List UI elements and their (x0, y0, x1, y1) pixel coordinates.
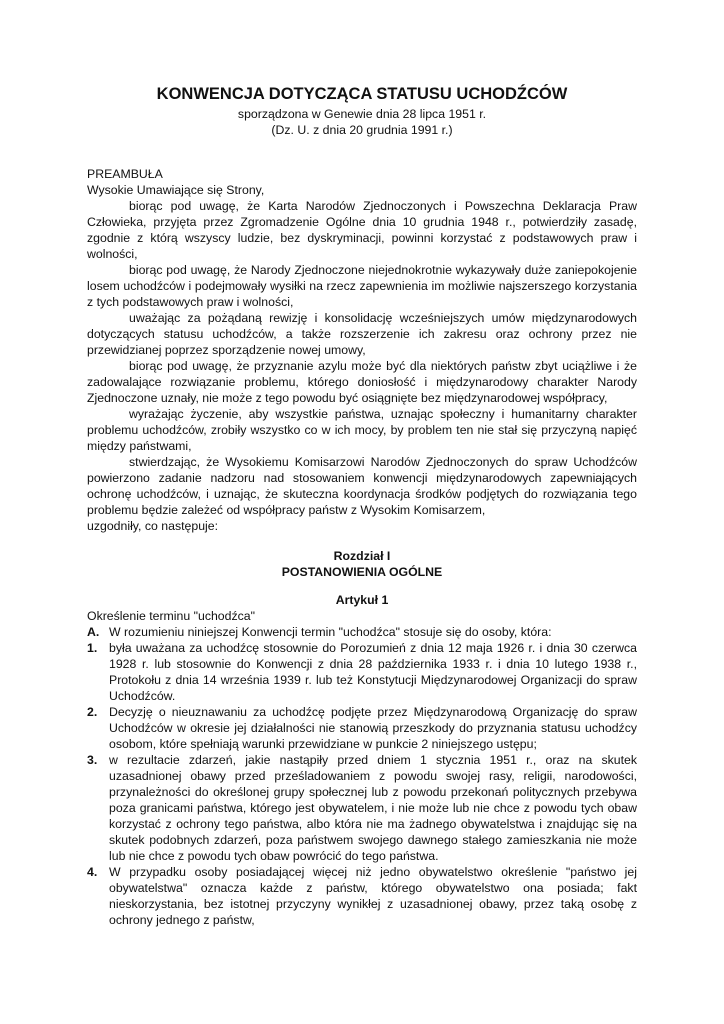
document-title: KONWENCJA DOTYCZĄCA STATUSU UCHODŹCÓW (156, 85, 568, 103)
list-item-marker: 3. (87, 753, 98, 767)
list-item-marker: 4. (87, 865, 98, 879)
spacer (87, 138, 637, 166)
list-item (87, 624, 637, 640)
list-item (87, 752, 637, 864)
document-subtitle-journal: (Dz. U. z dnia 20 grudnia 1991 r.) (271, 123, 453, 137)
preamble-paragraph: biorąc pod uwagę, że Narody Zjednoczone niejednokrotnie wykazywały duże zaniepokojenie losem uchodźców i podejmowały wysiłki na rzecz zapewnienia im możliwie najszerszego korzystania z tych podstawowych praw i wolności, (87, 263, 637, 309)
list-item-marker: A. (87, 625, 100, 639)
preamble-closing: uzgodniły, co następuje: (87, 519, 219, 533)
preamble-heading: PREAMBUŁA (87, 167, 163, 181)
chapter-title: POSTANOWIENIA OGÓLNE (281, 565, 443, 579)
article-number: Artykuł 1 (335, 593, 389, 607)
spacer (87, 580, 637, 592)
preamble-paragraph: stwierdzając, że Wysokiemu Komisarzowi Narodów Zjednoczonych do spraw Uchodźców powierzono zadanie nadzoru nad stosowaniem konwencji międzynarodowych zapewniających ochronę uchodźców, i uznając, że skuteczna koordynacja środków podjętych do rozwiązania tego problemu będzie zależeć od współpracy państw z Wysokim Komisarzem, (87, 455, 637, 517)
list-item-text: w rezultacie zdarzeń, jakie nastąpiły przed dniem 1 stycznia 1951 r., oraz na skutek uzasadnionej obawy przed prześladowaniem z powodu swojej rasy, religii, narodowości, przynależności do określonej grupy społecznej lub z powodu przekonań politycznych przebywa poza granicami państwa, którego jest obywatelem, i nie może lub nie chce z powodu tych obaw korzystać z ochrony tego państwa, albo która nie ma żadnego obywatelstwa i znajdując się na skutek podobnych zdarzeń, poza państwem swojego dawnego stałego zamieszkania nie może lub nie chce z powodu tych obaw powrócić do tego państwa. (109, 753, 637, 863)
document-page (87, 84, 637, 928)
list-item-marker: 2. (87, 705, 98, 719)
preamble-paragraph: biorąc pod uwagę, że przyznanie azylu może być dla niektórych państw zbyt uciążliwe i że zadowalające rozwiązanie problemu, którego doniosłość i międzynarodowy charakter Narody Zjednoczone uznały, nie może z tego powodu być osiągnięte bez międzynarodowej współpracy, (87, 359, 637, 405)
list-item-text: była uważana za uchodźcę stosownie do Porozumień z dnia 12 maja 1926 r. i dnia 30 czerwca 1928 r. lub stosownie do Konwencji z dnia 28 października 1933 r. i dnia 10 lutego 1938 r., Protokołu z dnia 14 września 1939 r. lub też Konstytucji Międzynarodowej Organizacji do spraw Uchodźców. (109, 641, 637, 703)
chapter-number: Rozdział I (333, 549, 391, 563)
preamble-paragraph: biorąc pod uwagę, że Karta Narodów Zjednoczonych i Powszechna Deklaracja Praw Człowieka, przyjęta przez Zgromadzenie Ogólne dnia 10 grudnia 1948 r., potwierdziły zasadę, zgodnie z którą wszyscy ludzie, bez dyskryminacji, powinni korzystać z podstawowych praw i wolności, (87, 199, 637, 261)
list-item-text: Decyzję o nieuznawaniu za uchodźcę podjęte przez Międzynarodową Organizację do spraw Uchodźców w okresie jej działalności nie stanowią przeszkody do przyznania statusu uchodźcy osobom, które spełniają warunki przewidziane w punkcie 2 niniejszego ustępu; (109, 705, 637, 751)
list-item (87, 640, 637, 704)
spacer (87, 534, 637, 548)
article-items-list (87, 624, 637, 928)
document-subtitle-place-date: sporządzona w Genewie dnia 28 lipca 1951 r. (237, 107, 487, 121)
list-item-text: W przypadku osoby posiadającej więcej niż jedno obywatelstwo określenie "państwo jej obywatelstwa" oznacza każde z państw, którego obywatelstwo ona posiada; fakt nieskorzystania, bez istotnej przyczyny wynikłej z uzasadnionej obawy, przez taką osobę z ochrony jednego z państw, (109, 865, 637, 927)
list-item-marker: 1. (87, 641, 98, 655)
list-item (87, 864, 637, 928)
list-item (87, 704, 637, 752)
preamble-paragraph: uważając za pożądaną rewizję i konsolidację wcześniejszych umów międzynarodowych dotyczących statusu uchodźców, a także rozszerzenie ich zakresu oraz ochrony przez nie przewidzianej poprzez sporządzenie nowej umowy, (87, 311, 637, 357)
article-heading: Określenie terminu "uchodźca" (87, 609, 255, 623)
list-item-text: W rozumieniu niniejszej Konwencji termin "uchodźca" stosuje się do osoby, która: (109, 625, 552, 639)
preamble-intro: Wysokie Umawiające się Strony, (87, 183, 265, 197)
preamble-paragraph: wyrażając życzenie, aby wszystkie państwa, uznając społeczny i humanitarny charakter problemu uchodźców, zrobiły wszystko co w ich mocy, by problem ten nie stał się przyczyną napięć między państwami, (87, 407, 637, 453)
